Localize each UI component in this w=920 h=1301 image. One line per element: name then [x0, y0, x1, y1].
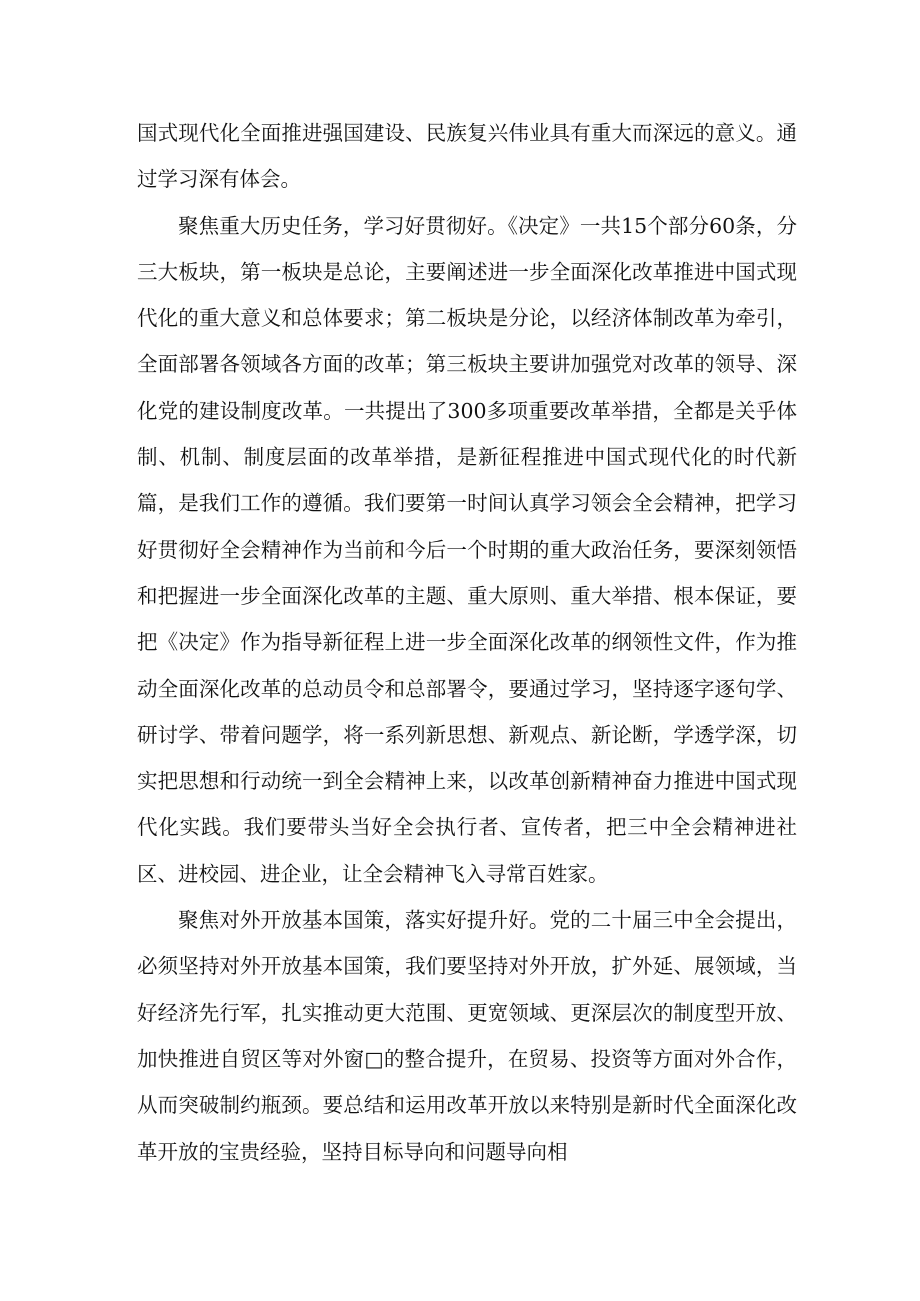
paragraph-opening-up: 聚焦对外开放基本国策，落实好提升好。党的二十届三中全会提出，必须坚持对外开放基本国策，我们要坚持对外开放，扩外延、展领域，当好经济先行军，扎实推动更大范围、更宽领域、更深层次的制度型开放、加快推进自贸区等对外窗□的整合提升，在贸易、投资等方面对外合作，从而突破制约瓶颈。要总结和运用改革开放以来特别是新时代全面深化改革开放的宝贵经验，坚持目标导向和问题导向相	[137, 908, 797, 1164]
paragraph-continuation: 国式现代化全面推进强国建设、民族复兴伟业具有重大而深远的意义。通过学习深有体会。	[137, 121, 797, 192]
body-text	[137, 110, 797, 1175]
paragraph-major-tasks: 聚焦重大历史任务，学习好贯彻好。《决定》一共15个部分60条，分三大板块，第一板块是总论，主要阐述进一步全面深化改革推进中国式现代化的重大意义和总体要求；第二板块是分论，以经济体制改革为牵引，全面部署各领域各方面的改革；第三板块主要讲加强党对改革的领导、深化党的建设制度改革。一共提出了300多项重要改革举措，全都是关乎体制、机制、制度层面的改革举措，是新征程推进中国式现代化的时代新篇，是我们工作的遵循。我们要第一时间认真学习领会全会精神，把学习好贯彻好全会精神作为当前和今后一个时期的重大政治任务，要深刻领悟和把握进一步全面深化改革的主题、重大原则、重大举措、根本保证，要把《决定》作为指导新征程上进一步全面深化改革的纲领性文件，作为推动全面深化改革的总动员令和总部署令，要通过学习，坚持逐字逐句学、研讨学、带着问题学，将一系列新思想、新观点、新论断，学透学深，切实把思想和行动统一到全会精神上来，以改革创新精神奋力推进中国式现代化实践。我们要带头当好全会执行者、宣传者，把三中全会精神进社区、进校园、进企业，让全会精神飞入寻常百姓家。	[137, 213, 797, 886]
